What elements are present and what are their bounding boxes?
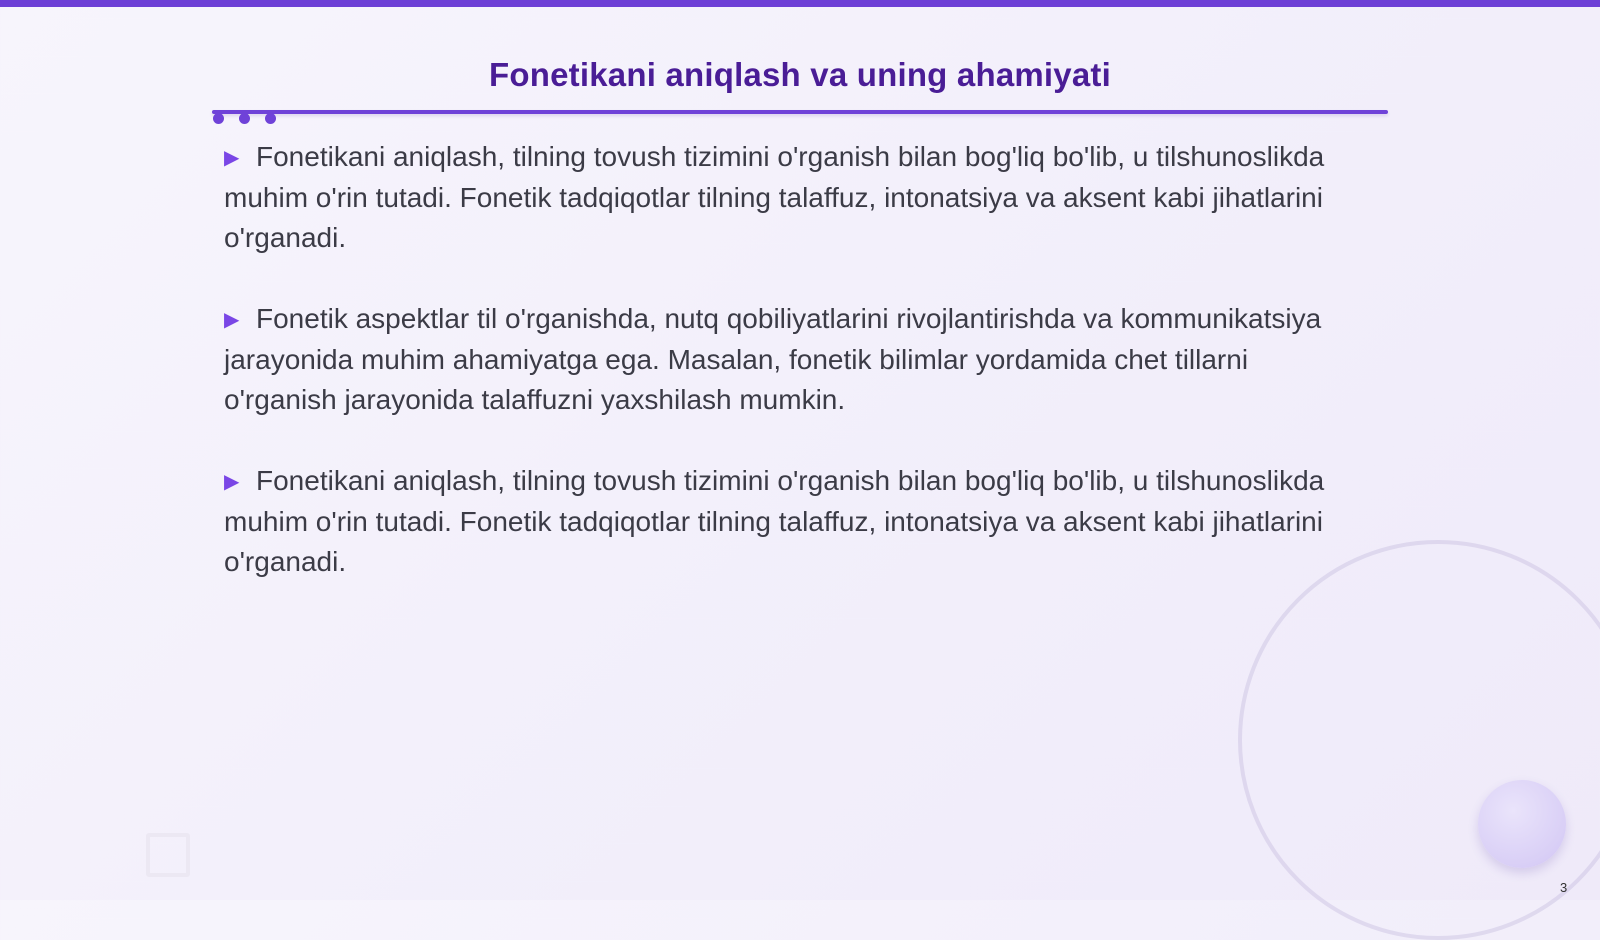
triangle-right-icon: ▶ (224, 147, 240, 169)
decorative-dot (265, 113, 276, 124)
decorative-dot (239, 113, 250, 124)
decorative-circle (1478, 780, 1566, 868)
bullet-item (224, 299, 1364, 420)
page-number: 3 (1560, 880, 1568, 895)
triangle-right-icon: ▶ (224, 309, 240, 331)
bullet-list (224, 137, 1364, 623)
decorative-dot (213, 113, 224, 124)
bullet-text: Fonetikani aniqlash, tilning tovush tizimini o'rganish bilan bog'liq bo'lib, u tilshunoslikda muhim o'rin tutadi. Fonetik tadqiqotlar tilning talaffuz, intonatsiya va aksent kabi jihatlarini o'rganadi. (224, 465, 1325, 577)
top-accent-bar (0, 0, 1600, 7)
decorative-square (146, 833, 190, 877)
slide-title: Fonetikani aniqlash va uning ahamiyati (489, 56, 1111, 93)
bullet-text: Fonetikani aniqlash, tilning tovush tizimini o'rganish bilan bog'liq bo'lib, u tilshunoslikda muhim o'rin tutadi. Fonetik tadqiqotlar tilning talaffuz, intonatsiya va aksent kabi jihatlarini o'rganadi. (224, 141, 1325, 253)
triangle-right-icon: ▶ (224, 471, 240, 493)
bullet-text: Fonetik aspektlar til o'rganishda, nutq qobiliyatlarini rivojlantirishda va kommunikatsiya jarayonida muhim ahamiyatga ega. Masalan, fonetik bilimlar yordamida chet tillarni o'rganish jarayonida talaffuzni yaxshilash mumkin. (224, 303, 1322, 415)
title-underline (212, 110, 1388, 114)
bullet-item (224, 137, 1364, 258)
bullet-item (224, 461, 1364, 582)
